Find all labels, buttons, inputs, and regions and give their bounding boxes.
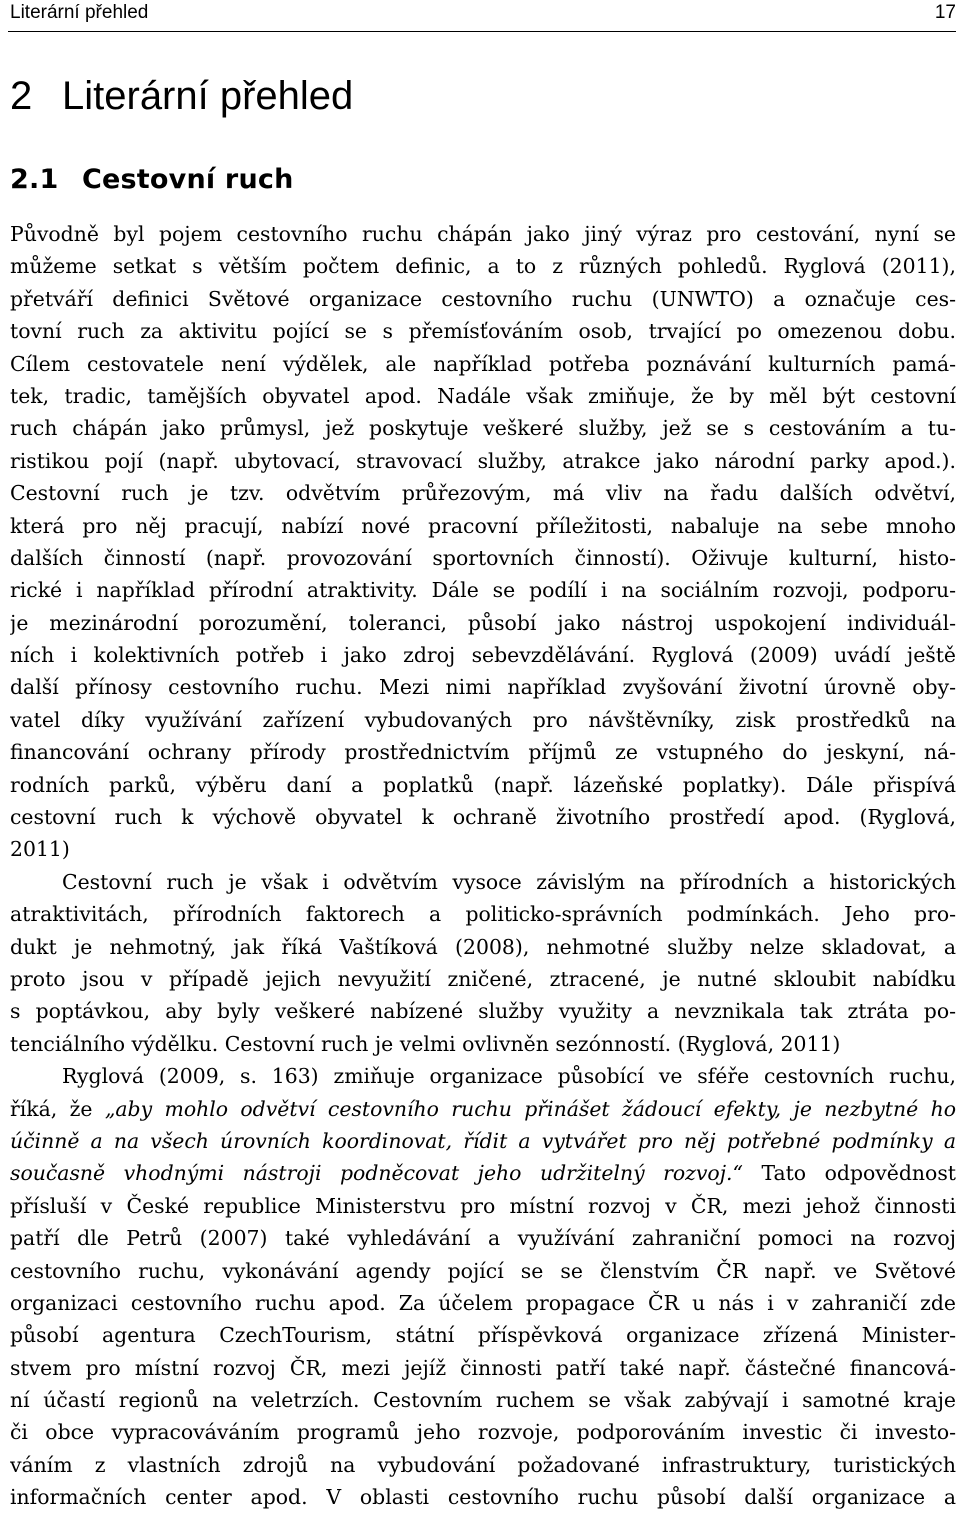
text-line: dukt je nehmotný, jak říká Vaštíková (2008), nehmotné služby nelze skladovat, a (10, 934, 956, 959)
text-line: vatel díky využívání zařízení vybudovaných pro návštěvníky, zisk prostředků na (10, 707, 956, 732)
text-line: ristikou pojí (např. ubytovací, stravovací služby, atrakce jako národní parky apod.). (10, 448, 956, 473)
text-line: tenciálního výdělku. Cestovní ruch je velmi ovlivněn sezónností. (Ryglová, 2011) (10, 1031, 841, 1056)
chapter-heading (10, 70, 353, 122)
body-text (10, 218, 956, 1514)
chapter-number: 2 (10, 74, 33, 118)
text-line: přísluší v České republice Ministerstvu pro místní rozvoj v ČR, mezi jehož činnosti (10, 1193, 956, 1218)
text-line: ních i kolektivních potřeb i jako zdroj sebevzdělávání. Ryglová (2009) uvádí ještě (10, 643, 956, 668)
section-heading (10, 160, 294, 200)
text-line: ruch chápán jako průmysl, jež poskytuje veškeré služby, jež se s cestováním a tu- (10, 416, 956, 441)
text-line (10, 1093, 956, 1125)
text-line: Původně byl pojem cestovního ruchu chápán jako jiný výraz pro cestování, nyní se (10, 222, 956, 246)
text-line: dalších činností (např. provozování sportovních činností). Oživuje kulturní, histo- (10, 545, 956, 570)
text-line: proto jsou v případě jejich nevyužití zničené, ztracené, je nutné skloubit nabídku (10, 966, 956, 991)
text-line: ní účastí regionů na veletrzích. Cestovním ruchem se však zabývají i samotné kraje (10, 1388, 956, 1413)
text-line: cestovního ruchu, vykonávání agendy pojící se se členstvím ČR např. ve Světové (10, 1258, 956, 1283)
text-line (10, 1125, 956, 1157)
text-run: Tato odpovědnost (742, 1161, 956, 1186)
running-header (10, 0, 956, 30)
running-title: Literární přehled (10, 2, 149, 23)
text-line: Cestovní ruch je však i odvětvím vysoce závislým na přírodních a historických (62, 869, 956, 894)
text-line: rodních parků, výběru daní a poplatků (např. lázeňské poplatky). Dále přispívá (10, 772, 956, 797)
text-line: tovní ruch za aktivitu pojící se s přemísťováním osob, trvající po omezenou dobu. (10, 319, 956, 344)
header-rule (8, 31, 956, 32)
text-line: působí agentura CzechTourism, státní příspěvková organizace zřízená Minister- (10, 1323, 956, 1348)
text-line: Cestovní ruch je tzv. odvětvím průřezovým, má vliv na řadu dalších odvětví, (10, 481, 956, 506)
text-line: organizaci cestovního ruchu apod. Za účelem propagace ČR u nás i v zahraničí zde (10, 1290, 956, 1315)
text-line: patří dle Petrů (2007) také vyhledávání a využívání zahraniční pomoci na rozvoj (10, 1226, 956, 1251)
text-line: či obce vypracováváním programů jeho rozvoje, podporováním investic či investo- (10, 1420, 956, 1445)
text-line: můžeme setkat s větším počtem definic, a to z různých pohledů. Ryglová (2011), (10, 254, 956, 279)
text-line: 2011) (10, 837, 70, 862)
text-line (10, 1157, 956, 1189)
text-line: atraktivitách, přírodních faktorech a politicko-správních podmínkách. Jeho pro- (10, 902, 956, 927)
text-line: rické i například přírodní atraktivity. Dále se podílí i na sociálním rozvoji, podporu- (10, 578, 956, 603)
text-line: váním z vlastních zdrojů na vybudování požadované infrastruktury, turistických (10, 1452, 956, 1477)
chapter-title: Literární přehled (62, 74, 354, 118)
text-line: informačních center apod. V oblasti cestovního ruchu působí další organizace a (10, 1485, 956, 1510)
text-line: tek, tradic, tamějších obyvatel apod. Nadále však zmiňuje, že by měl být cestovní (10, 383, 956, 408)
text-line: s poptávkou, aby byly veškeré nabízené služby využity a nevznikala tak ztráta po- (10, 999, 956, 1024)
text-line: která pro něj pracují, nabízí nové pracovní příležitosti, nabaluje na sebe mnoho (10, 513, 956, 538)
text-line: Cílem cestovatele není výdělek, ale například potřeba poznávání kulturních pamá- (10, 351, 956, 376)
quoted-italic-text: „aby mohlo odvětví cestovního ruchu přinášet žádoucí efekty, je nezbytné ho (104, 1096, 956, 1121)
page-number: 17 (934, 2, 956, 23)
text-line: přetváří definici Světové organizace cestovního ruchu (UNWTO) a označuje ces- (10, 286, 956, 311)
quoted-italic-text: účinně a na všech úrovních koordinovat, řídit a vytvářet pro něj potřebné podmínky a (10, 1128, 956, 1153)
text-line: Ryglová (2009, s. 163) zmiňuje organizace působící ve sféře cestovních ruchu, (62, 1064, 956, 1089)
quoted-italic-text: současně vhodnými nástroji podněcovat jeho udržitelný rozvoj.“ (10, 1161, 743, 1186)
text-line: další přínosy cestovního ruchu. Mezi nimi například zvyšování životní úrovně oby- (10, 675, 956, 700)
text-line: je mezinárodní porozumění, toleranci, působí jako nástroj uspokojení individuál- (10, 610, 956, 635)
section-title: Cestovní ruch (82, 164, 294, 195)
text-line: financování ochrany přírody prostřednictvím příjmů ze vstupného do jeskyní, ná- (10, 740, 956, 765)
section-number: 2.1 (10, 164, 59, 195)
text-run: říká, že (10, 1096, 105, 1121)
text-line: cestovní ruch k výchově obyvatel k ochraně životního prostředí apod. (Ryglová, (10, 805, 956, 830)
text-line: stvem pro místní rozvoj ČR, mezi jejíž činnosti patří také např. částečné financová- (10, 1355, 956, 1380)
